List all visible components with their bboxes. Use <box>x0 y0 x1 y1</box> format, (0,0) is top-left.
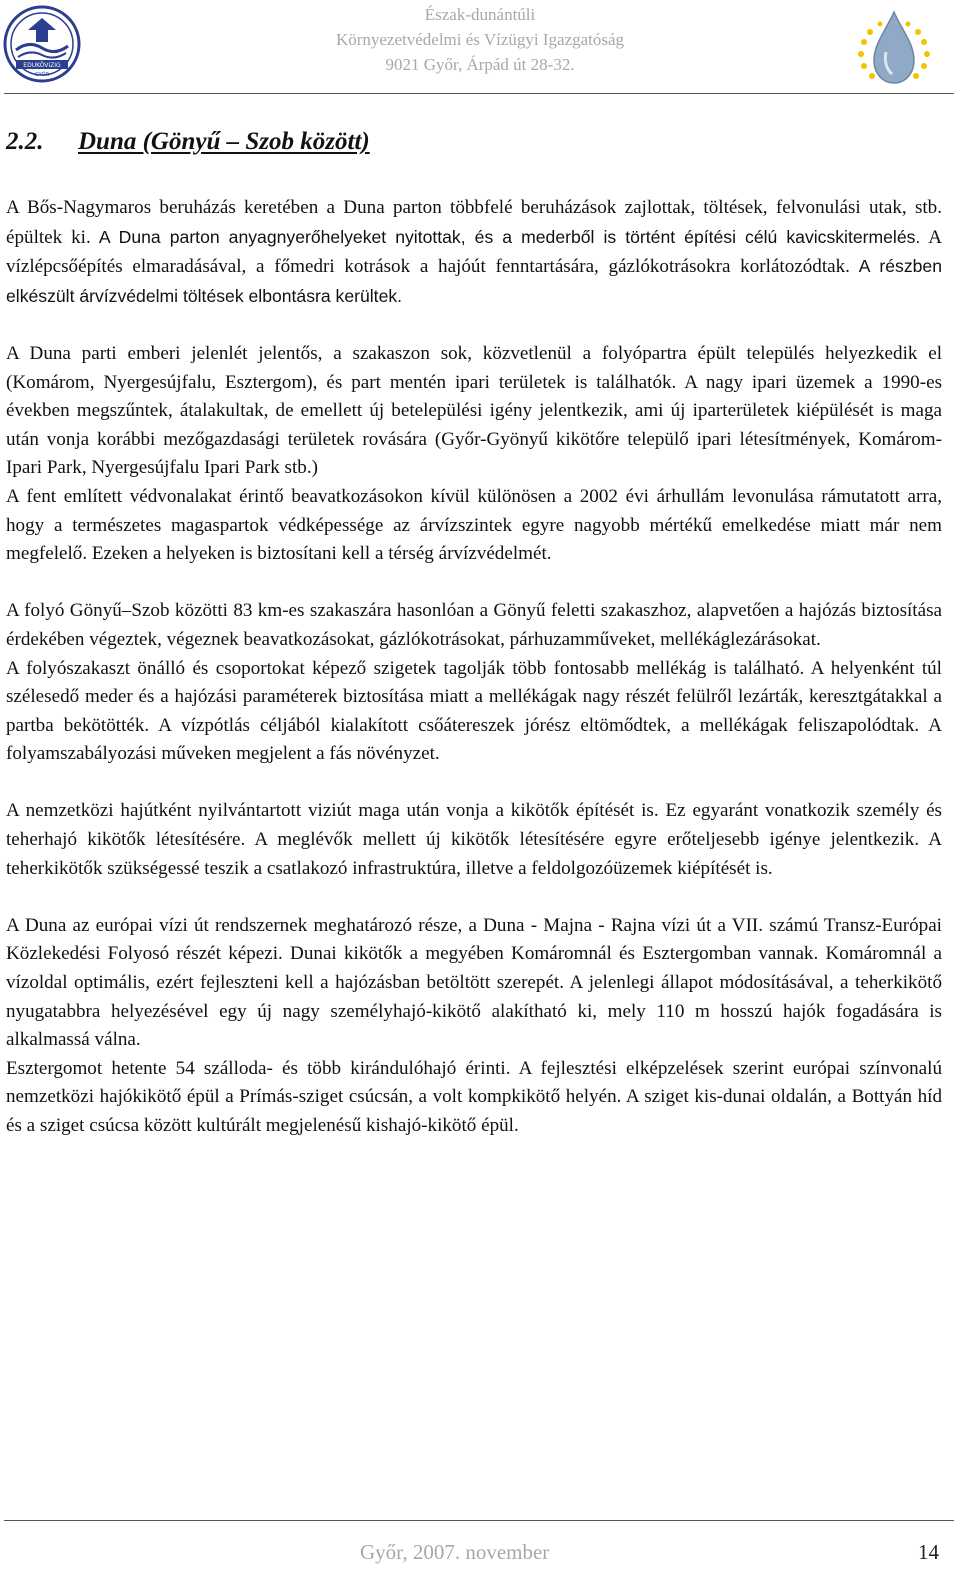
paragraph-text: A nagy ipari üzemek a 1990-es években megszűntek, átalakultak, de emellett új betelepülési igény jelentkezik, ami új iparterületek kiépülését is maga után vonja korábbi mezőgazdasági területek rovására (Győr-Gyönyű kikötőre települő ipari létesítmények, Komárom-Ipari Park, Nyergesújfalu Ipari Park stb.) <box>6 371 942 479</box>
paragraph: A folyó Gönyű–Szob közötti 83 km-es szakaszára hasonlóan a Gönyű feletti szakaszhoz, alapvetően a hajózás biztosítása érdekében végeztek, végeznek beavatkozásokat, gázlókotrásokat, párhuzamműveket, mellékáglezárásokat. <box>6 600 942 650</box>
header-divider <box>4 93 954 94</box>
org-name-line1: Észak-dunántúli <box>424 5 536 24</box>
paragraph: A fent említett védvonalakat érintő beavatkozásokon kívül különösen a 2002 évi árhullám levonulása rámutatott arra, hogy a természetes magaspartok védképessége az árvízszintek egyre nagyobb mértékű emelkedése miatt már nem megfelelő. Ezeken a helyeken is biztosítani kell a térség árvízvédelmét. <box>6 485 942 565</box>
paragraph: A folyószakaszt önálló és csoportokat képező szigetek tagolják több fontosabb mellékág is található. A helyenként túl szélesedő meder és a hajózási paraméterek biztosítása miatt a mellékágak nagy részét felülről lezárták, keresztgátakkal a partba bekötötték. A vízpótlás céljából kialakított csőátereszek jórész eltömődtek, a mellékágak feliszapolódtak. A folyamszabályozási műveken megjelent a fás növényzet. <box>6 657 942 765</box>
organization-name-block <box>300 2 660 77</box>
paragraph-text: A Duna parti emberi jelenlét jelentős, a szakaszon sok, közvetlenül a folyópartra épült település helyezkedik el (Komárom, Nyergesújfalu, Esztergom), és part mentén ipari területek is találhatók. <box>6 342 942 393</box>
svg-text:EDUKÖVIZIG: EDUKÖVIZIG <box>23 62 61 69</box>
section-heading <box>6 128 370 156</box>
edukovizig-logo <box>2 4 82 84</box>
org-address: 9021 Győr, Árpád út 28-32. <box>385 55 575 74</box>
section-number: 2.2. <box>6 128 44 155</box>
paragraph-text: A Duna parton anyagnyerőhelyeket nyitottak, és a mederből is történt építési célú kavicskitermelés. <box>90 226 921 247</box>
footer-date: Győr, 2007. november <box>360 1540 550 1564</box>
paragraph: A Duna az európai vízi út rendszernek meghatározó része, a Duna - Majna - Rajna vízi út a VII. számú Transz-Európai Közlekedési Folyosó részét képezi. Dunai kikötők a megyében Komáromnál és Esztergomban vannak. Komáromnál a vízoldal optimális, ezért fejleszteni kell a hajózásban betöltött szerepét. A jelenlegi állapot módosításával, a teherkikötő nyugatabbra helyezésével egy új nagy személyhajó-kikötő alakítható ki, mely 110 m hosszú hajók fogadására is alkalmassá válna. <box>6 914 942 1051</box>
paragraph-text: A vízlépcsőépítés elmaradásával, a főmedri kotrások a hajóút fenntartására, gázlókotrásokra korlátozódtak. <box>6 226 942 278</box>
paragraph: A nemzetközi hajútként nyilvántartott viziút maga után vonja a kikötők építését is. Ez egyaránt vonatkozik személy és teherhajó kikötők létesítésére. A meglévők mellett új kikötők létesítésére egyre erőteljesebb igénye jelentkezik. A teherkikötők szükségessé teszik a csatlakozó infrastruktúra, illetve a feldolgozóüzemek kiépítését is. <box>6 800 942 879</box>
paragraph <box>6 194 942 311</box>
section-title: Duna (Gönyű – Szob között) <box>78 128 370 155</box>
page-number: 14 <box>918 1540 939 1564</box>
svg-text:GYŐR: GYŐR <box>34 72 50 78</box>
paragraph: Esztergomot hetente 54 szálloda- és több kirándulóhajó érinti. A fejlesztési elképzelések szerint európai színvonalú nemzetközi hajókikötő épül a Prímás-sziget csúcsán, a volt kompkikötő helyén. A sziget kis-dunai oldalán, a Bottyán híd és a sziget csúcsa között kultúrált megjelenésű kishajó-kikötő épül. <box>6 1057 942 1136</box>
eu-water-drop-logo <box>852 8 936 86</box>
footer-divider <box>4 1520 954 1521</box>
paragraph-text: A Bős-Nagymaros beruházás keretében a Duna parton többfelé beruházások zajlottak, töltések, felvonulási utak, stb. épültek ki. <box>6 197 942 248</box>
paragraph-text: A részben elkészült árvízvédelmi töltések elbontásra kerültek. <box>6 256 942 306</box>
page-header <box>0 0 960 96</box>
org-name-line2: Környezetvédelmi és Vízügyi Igazgatóság <box>335 30 625 49</box>
paragraph <box>6 340 942 483</box>
document-body <box>6 194 942 1141</box>
